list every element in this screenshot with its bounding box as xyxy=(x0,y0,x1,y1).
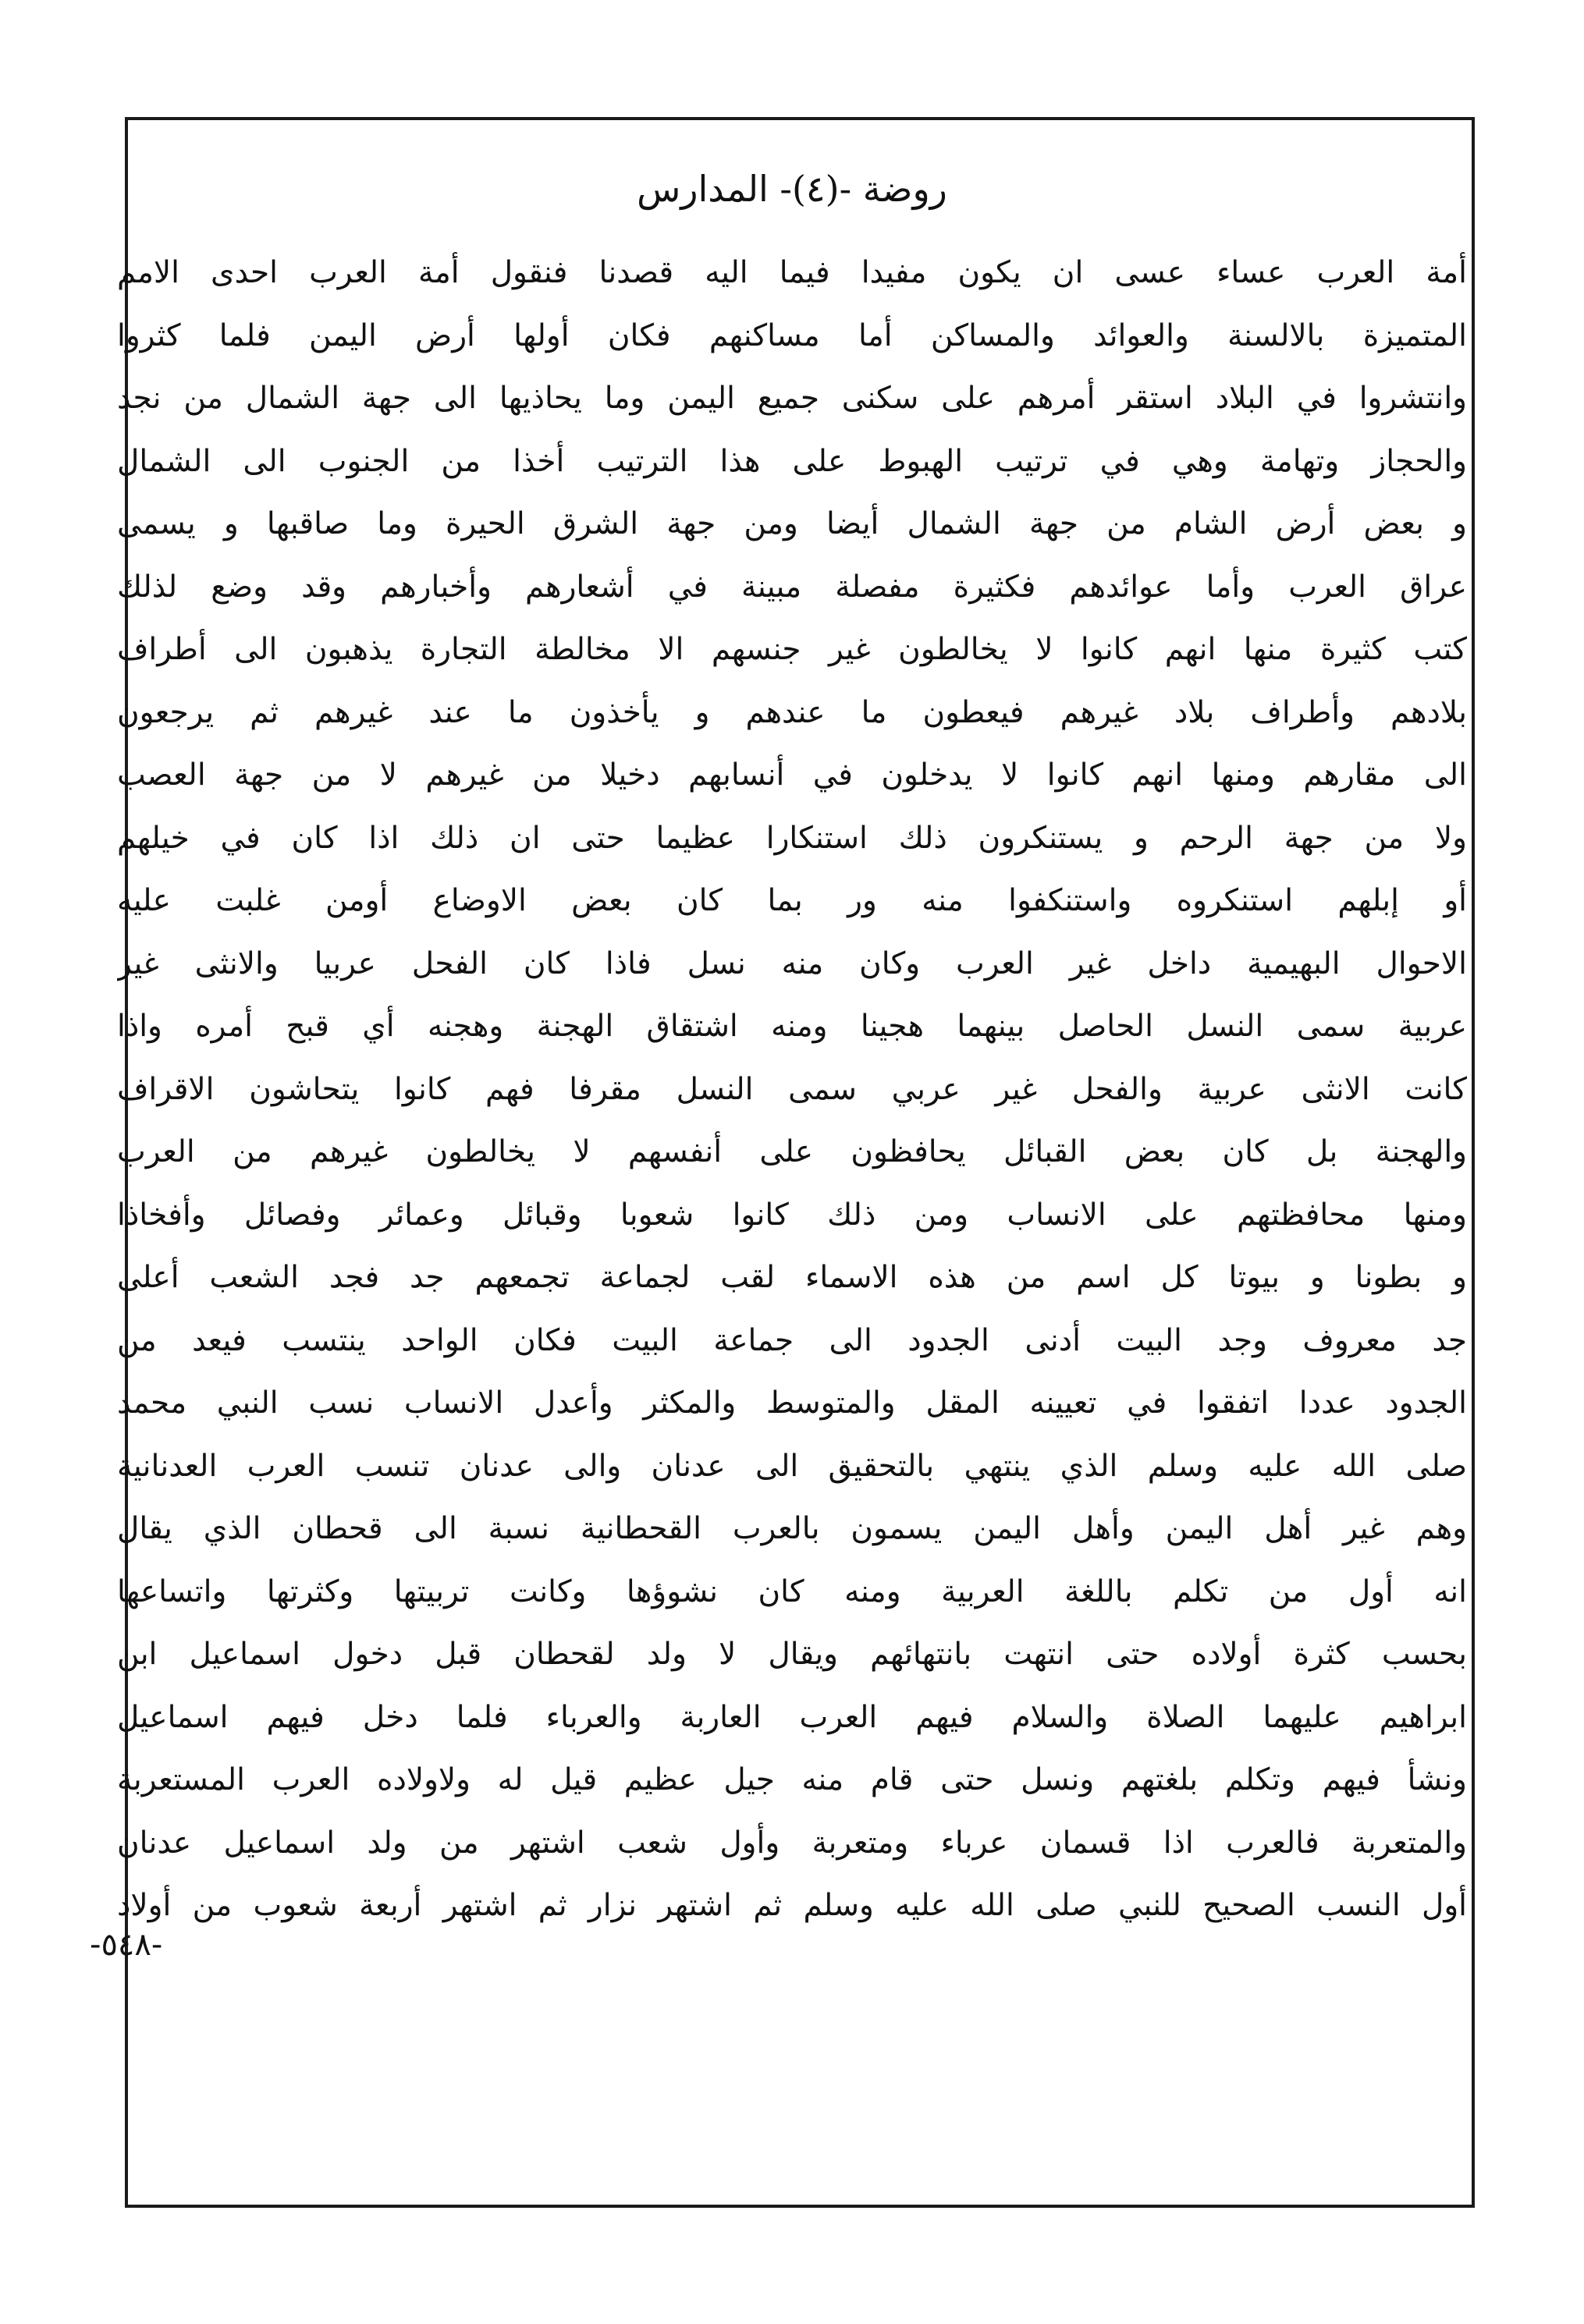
text-line: ونشأ فيهم وتكلم بلغتهم ونسل حتى قام منه جيل عظيم قيل له ولاولاده العرب المستعربة xyxy=(117,1762,1467,1797)
text-line: وهم غير أهل اليمن وأهل اليمن يسمون بالعرب القحطانية نسبة الى قحطان الذي يقال xyxy=(117,1511,1467,1546)
text-line: ولا من جهة الرحم و يستنكرون ذلك استنكارا عظيما حتى ان ذلك اذا كان في خيلهم xyxy=(117,820,1467,856)
text-line: ومنها محافظتهم على الانساب ومن ذلك كانوا شعوبا وقبائل وعمائر وفصائل وأفخاذا xyxy=(117,1197,1467,1233)
text-line: الاحوال البهيمية داخل غير العرب وكان منه نسل فاذا كان الفحل عربيا والانثى غير xyxy=(117,946,1467,981)
text-line: بلادهم وأطراف بلاد غيرهم فيعطون ما عندهم و يأخذون ما عند غيرهم ثم يرجعون xyxy=(117,694,1467,730)
text-line: وانتشروا في البلاد استقر أمرهم على سكنى جميع اليمن وما يحاذيها الى جهة الشمال من نجد xyxy=(117,381,1467,416)
text-line: الجدود عددا اتفقوا في تعيينه المقل والمتوسط والمكثر وأعدل الانساب نسب النبي محمد xyxy=(117,1386,1467,1421)
text-line: انه أول من تكلم باللغة العربية ومنه كان نشوؤها وكانت تربيتها وكثرتها واتساعها xyxy=(117,1574,1467,1609)
text-line: والحجاز وتهامة وهي في ترتيب الهبوط على هذا الترتيب أخذا من الجنوب الى الشمال xyxy=(117,443,1467,479)
text-line: عراق العرب وأما عوائدهم فكثيرة مفصلة مبينة في أشعارهم وأخبارهم وقد وضع لذلك xyxy=(117,569,1467,605)
page-header: روضة -(٤)- المدارس xyxy=(637,168,947,210)
text-line: و بطونا و بيوتا كل اسم من هذه الاسماء لقب لجماعة تجمعهم جد فجد الشعب أعلى xyxy=(117,1260,1467,1295)
text-line: جد معروف وجد البيت أدنى الجدود الى جماعة البيت فكان الواحد ينتسب فيعد من xyxy=(117,1322,1467,1358)
text-line: أمة العرب عساء عسى ان يكون مفيدا فيما اليه قصدنا فنقول أمة العرب احدى الامم xyxy=(117,255,1467,290)
text-line: المتميزة بالالسنة والعوائد والمساكن أما مساكنهم فكان أولها أرض اليمن فلما كثروا xyxy=(117,318,1467,353)
page-body xyxy=(117,242,1467,1938)
text-line: بحسب كثرة أولاده حتى انتهت بانتهائهم ويقال لا ولد لقحطان قبل دخول اسماعيل ابن xyxy=(117,1637,1467,1672)
text-line: و بعض أرض الشام من جهة الشمال أيضا ومن جهة الشرق الحيرة وما صاقبها و يسمى xyxy=(117,506,1467,541)
text-line: الى مقارهم ومنها انهم كانوا لا يدخلون في أنسابهم دخيلا من غيرهم لا من جهة العصب xyxy=(117,758,1467,793)
text-line: عربية سمى النسل الحاصل بينهما هجينا ومنه اشتقاق الهجنة وهجنه أي قبح أمره واذا xyxy=(117,1009,1467,1044)
text-line: صلى الله عليه وسلم الذي ينتهي بالتحقيق الى عدنان والى عدنان تنسب العرب العدنانية xyxy=(117,1448,1467,1484)
page-number: -٥٤٨- xyxy=(90,1927,163,1963)
text-line: كتب كثيرة منها انهم كانوا لا يخالطون غير جنسهم الا مخالطة التجارة يذهبون الى أطراف xyxy=(117,632,1467,667)
text-line: أول النسب الصحيح للنبي صلى الله عليه وسلم ثم اشتهر نزار ثم اشتهر أربعة شعوب من أولاد xyxy=(117,1888,1467,1923)
text-line: ابراهيم عليهما الصلاة والسلام فيهم العرب العاربة والعرباء فلما دخل فيهم اسماعيل xyxy=(117,1699,1467,1735)
text-line: أو إبلهم استنكروه واستنكفوا منه ور بما كان بعض الاوضاع أومن غلبت عليه xyxy=(117,883,1467,918)
text-line: كانت الانثى عربية والفحل غير عربي سمى النسل مقرفا فهم كانوا يتحاشون الاقراف xyxy=(117,1071,1467,1107)
text-line: والمتعربة فالعرب اذا قسمان عرباء ومتعربة وأول شعب اشتهر من ولد اسماعيل عدنان xyxy=(117,1825,1467,1861)
text-line: والهجنة بل كان بعض القبائل يحافظون على أنفسهم لا يخالطون غيرهم من العرب xyxy=(117,1134,1467,1169)
